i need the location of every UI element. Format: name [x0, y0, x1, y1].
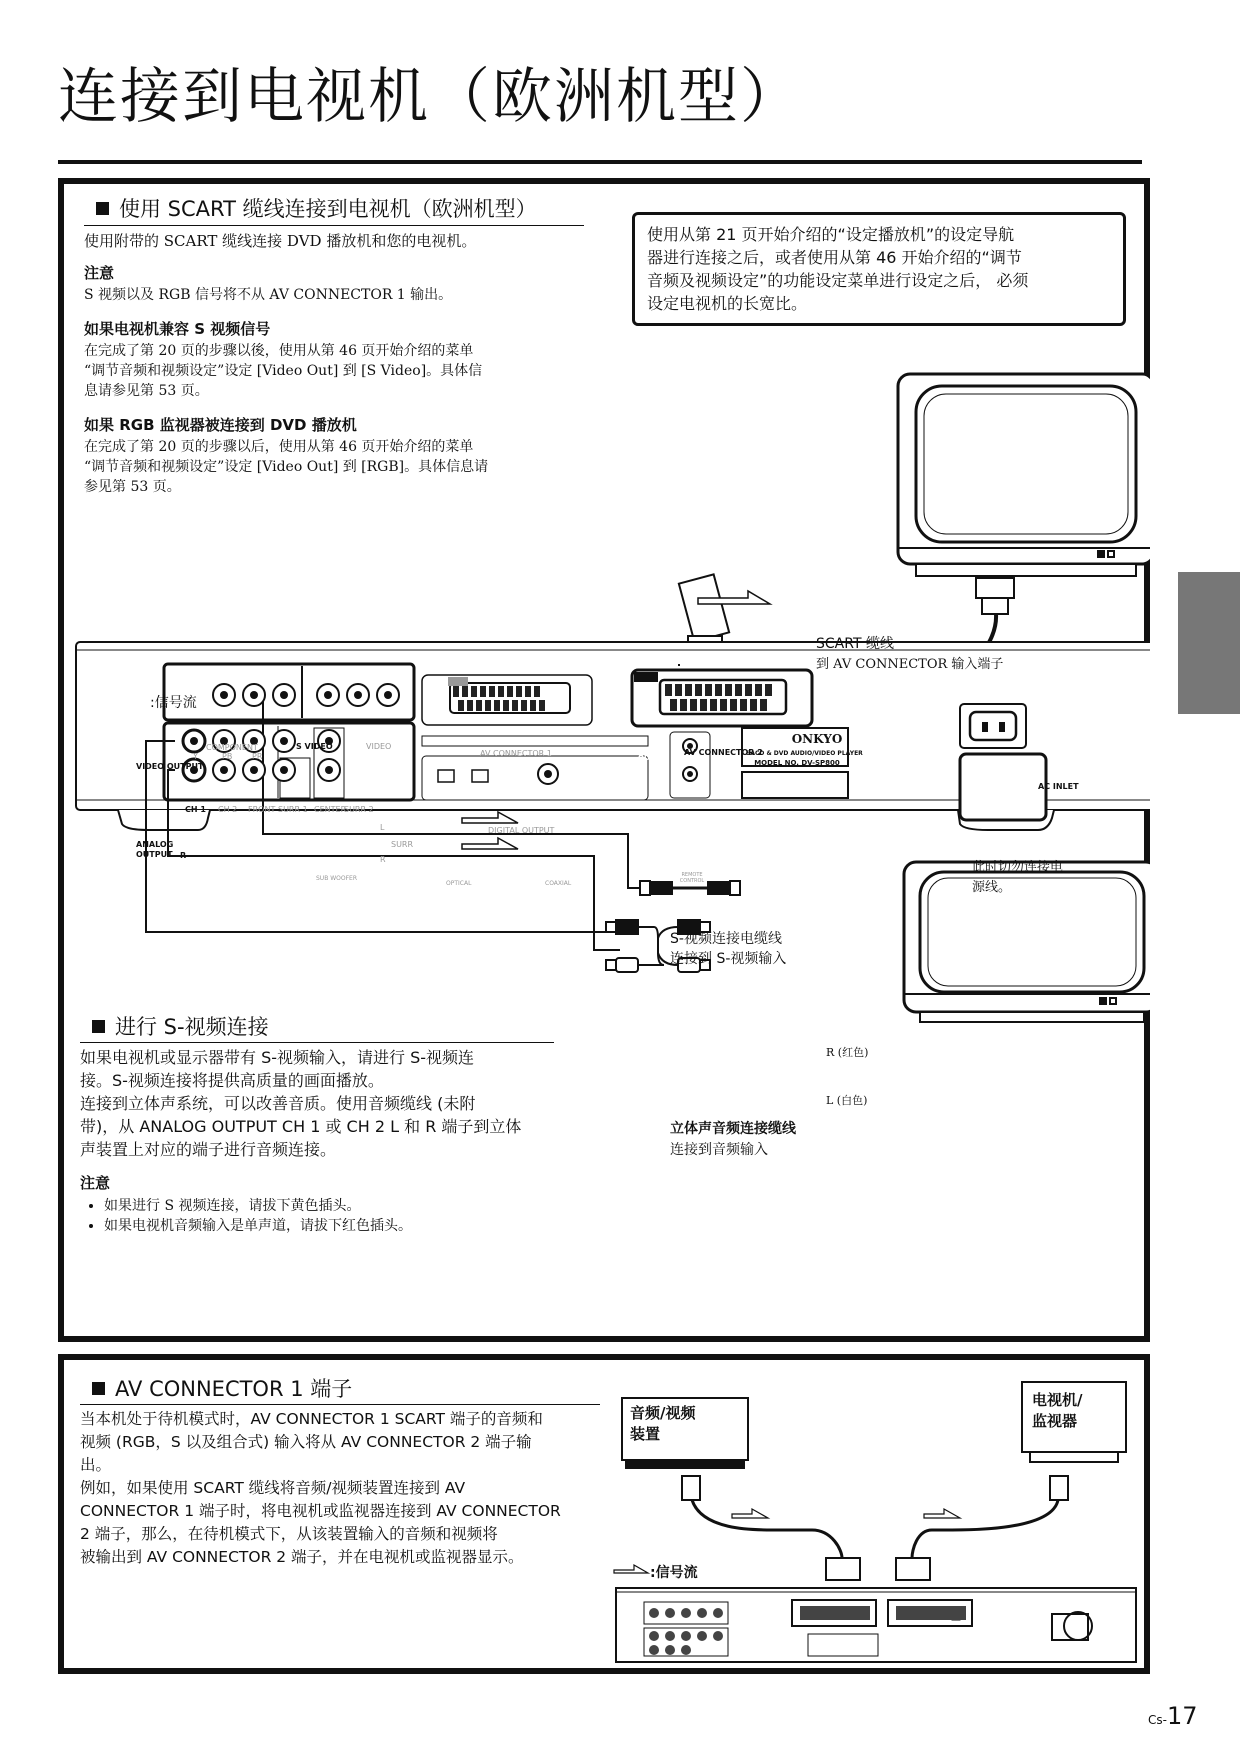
optical-label: OPTICAL	[446, 880, 472, 887]
pb-label: PB	[222, 752, 233, 761]
l-panel-label: L	[380, 823, 385, 832]
surr-switch-label: SURR	[391, 840, 414, 849]
av1-label: AV CONNECTOR 1	[480, 749, 552, 758]
svideo-panel-label: S VIDEO	[296, 742, 333, 751]
section2-bullets	[84, 1196, 584, 1236]
section3-rule	[80, 1404, 600, 1405]
signal-flow-legend: :信号流	[150, 695, 197, 711]
scart-cable-sub: 到 AV CONNECTOR 输入端子	[816, 657, 1004, 672]
remote-control-label: REMOTE CONTROL	[679, 872, 705, 884]
r-red-label: R (红色)	[826, 1046, 869, 1059]
svideo-cable-label: S-视频连接电缆线	[670, 931, 782, 947]
section1-intro: 使用附带的 SCART 缆线连接 DVD 播放机和您的电视机。	[84, 232, 477, 250]
section2-note-title: 注意	[80, 1174, 111, 1192]
component-label: COMPONENT	[206, 743, 258, 752]
ch2-label: CH 2	[218, 805, 238, 814]
digital-output-label: DIGITAL OUTPUT	[488, 826, 555, 835]
title-rule	[58, 160, 1142, 164]
out-label: OUT	[638, 754, 655, 762]
section1-note-text: S 视频以及 RGB 信号将不从 AV CONNECTOR 1 输出。	[84, 287, 453, 303]
svideo-cable-sub: 连接到 S-视频输入	[670, 951, 787, 967]
section2-rule	[80, 1042, 554, 1043]
audio-cable-sub: 连接到音频输入	[670, 1142, 768, 1158]
y-label: Y	[193, 752, 198, 761]
ac-inlet-label: AC INLET	[1038, 782, 1079, 791]
aspect-ratio-callout: 使用从第 21 页开始介绍的“设定播放机”的设定导航 器进行连接之后，或者使用从第 46 开始介绍的“调节 音频及视频设定”的功能设定菜单进行设定之后， 必须 设定电视机的长宽比。	[632, 212, 1126, 326]
surr1-label: SURR 1	[278, 805, 308, 814]
bullet-item: • 如果电视机音频输入是单声道，请拔下红色插头。	[104, 1216, 584, 1236]
in-out-label: IN/OUT	[430, 758, 454, 765]
svideo-title: 如果电视机兼容 S 视频信号	[84, 320, 271, 338]
coaxial-label: COAXIAL	[545, 880, 572, 887]
side-tab	[1178, 572, 1240, 714]
model-desc: SACD & DVD AUDIO/VIDEO PLAYER	[746, 750, 863, 757]
section2-heading: 进行 S-视频连接	[92, 1014, 269, 1040]
section3-signal-flow: :信号流	[650, 1565, 698, 1581]
r-panel-label: R	[180, 851, 187, 860]
scart-cable-label: SCART 缆线	[816, 636, 894, 652]
center-label: CENTER	[314, 805, 347, 814]
surr2-label: SURR 2	[344, 805, 374, 814]
rgb-title: 如果 RGB 监视器被连接到 DVD 播放机	[84, 416, 357, 434]
tv-monitor-label: 电视机/ 监视器	[1032, 1391, 1083, 1430]
page-number: Cs-17	[1148, 1702, 1198, 1730]
section2-body: 如果电视机或显示器带有 S-视频输入，请进行 S-视频连 接。S-视频连接将提供高质量的画面播放。 连接到立体声系统，可以改善音质。使用音频缆线 (未附 带)，从 ANALOG OUTPUT CH 1 或 CH 2 L 和 R 端子到立体 声装置上对应的端子进行音频连接。	[80, 1048, 522, 1159]
l-white-label: L (白色)	[826, 1094, 868, 1107]
bullet-item: • 如果进行 S 视频连接，请拔下黄色插头。	[104, 1196, 584, 1216]
r2-panel-label: R	[380, 855, 386, 864]
tv-top	[898, 374, 1150, 576]
ch1-label: CH 1	[185, 805, 206, 814]
video-output-label: VIDEO OUTPUT	[136, 762, 204, 771]
rgb-body: 在完成了第 20 页的步骤以后，使用从第 46 页开始介绍的菜单 “调节音频和视频设定”设定 [Video Out] 到 [RGB]。具体信息请 参见第 53 页。	[84, 439, 489, 495]
svideo-body: 在完成了第 20 页的步骤以後，使用从第 46 页开始介绍的菜单 “调节音频和视频设定”设定 [Video Out] 到 [S Video]。具体信 息请参见第 53 页。	[84, 343, 483, 399]
audio-cable-label: 立体声音频连接缆线	[670, 1121, 796, 1137]
pr-label: PR	[252, 752, 263, 761]
video-panel-label: VIDEO	[366, 742, 392, 751]
brand-logo: ONKYO	[791, 732, 843, 746]
section3-heading: AV CONNECTOR 1 端子	[92, 1376, 352, 1402]
sub-woofer-label: SUB WOOFER	[316, 875, 358, 882]
square-bullet-icon	[92, 1382, 105, 1395]
av-device-label: 音频/视频 装置	[630, 1404, 696, 1443]
square-bullet-icon	[92, 1020, 105, 1033]
front-label: FRONT	[248, 805, 276, 814]
model-no: MODEL NO. DV-SP800	[754, 759, 840, 767]
section1-note-title: 注意	[84, 264, 115, 282]
page-title: 连接到电视机（欧洲机型）	[58, 62, 802, 132]
av2-label: AV CONNECTOR 2	[684, 748, 763, 757]
section1-heading: 使用 SCART 缆线连接到电视机（欧洲机型）	[96, 196, 537, 222]
section3-body: 当本机处于待机模式时，AV CONNECTOR 1 SCART 端子的音频和 视频 (RGB，S 以及组合式) 输入将从 AV CONNECTOR 2 端子输 出。 例如，如果使用 SCART 缆线将音频/视频装置连接到 AV CONNECTOR 1 端子时，将电视机或监视器连接到 AV CONNECTOR 2 端子，那么，在待机模式下，从该装置输入的音频和视频将 被输出到 AV CONNECTOR 2 端子，并在电视机或监视器显示。	[80, 1410, 561, 1566]
power-warning: 此时切勿连接电 源线。	[972, 860, 1064, 895]
analog-output-label: ANALOG OUTPUT	[136, 840, 174, 859]
